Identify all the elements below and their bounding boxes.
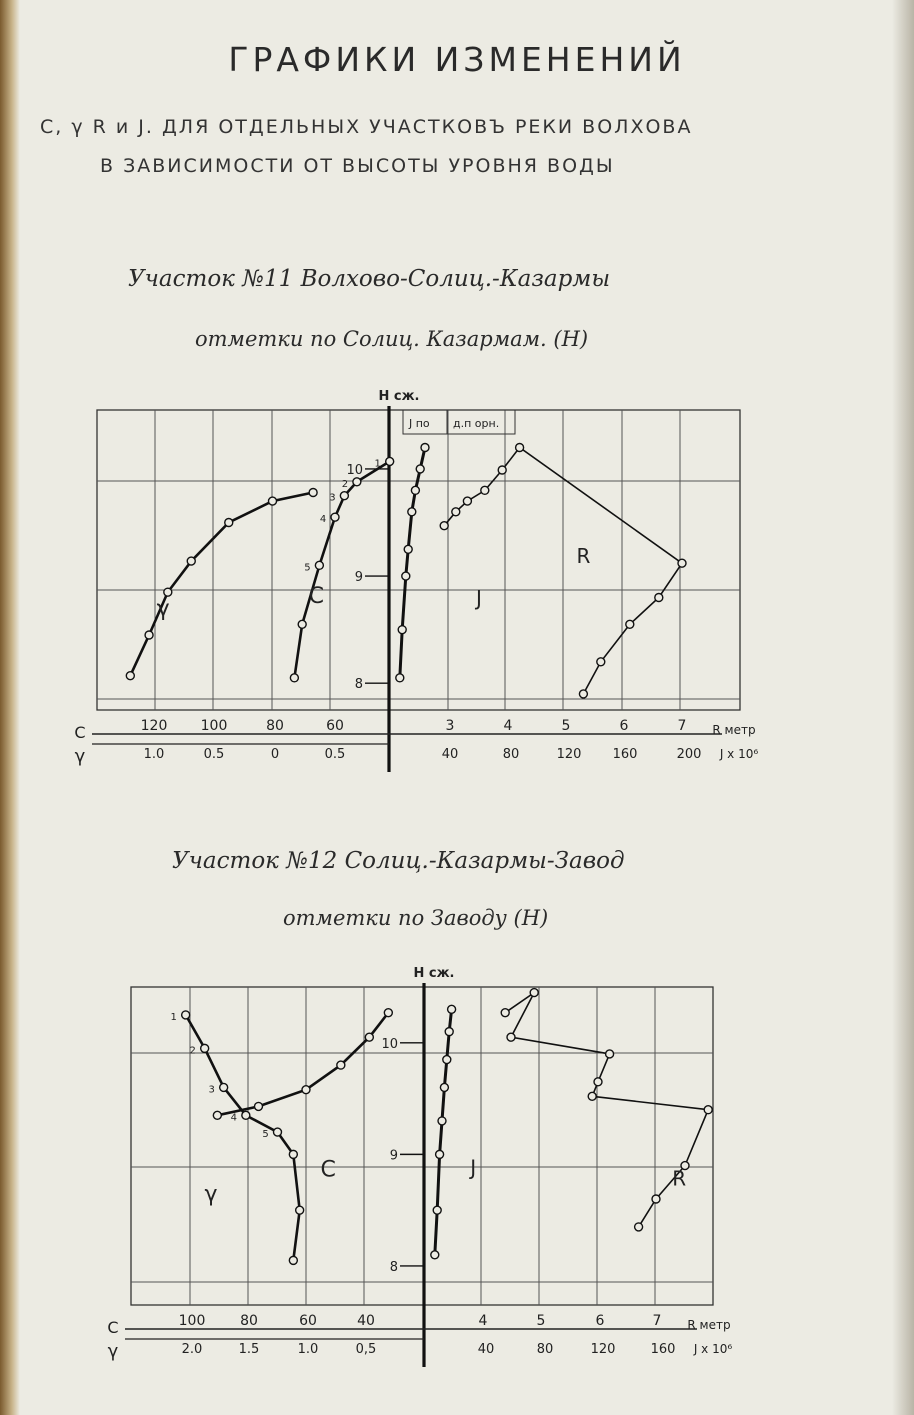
j-point-J-4 [440, 1083, 448, 1091]
left-point-C-3 [331, 513, 339, 521]
page-subtitle-line1: C, γ R и J. ДЛЯ ОТДЕЛЬНЫХ УЧАСТКОВЪ РЕКИ ВОЛХОВА [40, 116, 693, 138]
section2-heading: Участок №12 Солиц.-Казармы-Завод [172, 848, 625, 874]
r-series-label: R [672, 1166, 687, 1191]
left-point-γ-2 [164, 588, 172, 596]
j-point-J-5 [411, 486, 419, 494]
scale-c-tick: 120 [140, 718, 168, 734]
scale-j-tick: 80 [536, 1342, 554, 1357]
right-point-R-0 [440, 522, 448, 530]
point-number-label: 4 [230, 1112, 238, 1124]
j-point-J-0 [396, 674, 404, 682]
right-point-R-10 [579, 690, 587, 698]
scale-r-tick: 3 [445, 718, 455, 734]
right-point-R-8 [652, 1195, 660, 1203]
scale-j-tick: 40 [477, 1342, 495, 1357]
right-series-R-line [505, 993, 708, 1227]
left-point-C-1 [353, 478, 361, 486]
j-header-label: J по [409, 417, 430, 430]
h-tick-label: 9 [389, 1148, 398, 1164]
left-point-C-4 [315, 561, 323, 569]
left-series-γ-line [217, 1013, 388, 1116]
left-series-label: C [320, 1157, 336, 1183]
j-series-label: J [470, 1155, 477, 1180]
section1-heading: Участок №11 Волхово-Солиц.-Казармы [128, 266, 611, 292]
right-point-R-1 [452, 508, 460, 516]
scale-c-tick: 80 [240, 1313, 258, 1329]
left-point-C-5 [298, 620, 306, 628]
scale-gamma-tick: 2.0 [181, 1342, 203, 1357]
j-point-J-3 [438, 1117, 446, 1125]
j-point-J-7 [448, 1005, 456, 1013]
j-series-J-line [435, 1009, 452, 1255]
scale-r-label: R метр [687, 1318, 731, 1332]
section2-subheading: отметки по Заводу (Н) [283, 906, 549, 930]
right-point-R-3 [606, 1050, 614, 1058]
right-point-R-2 [463, 497, 471, 505]
h-tick-label: 10 [346, 462, 363, 478]
scale-c-tick: 100 [200, 718, 228, 734]
scale-j-label: J x 10⁶ [693, 1342, 733, 1356]
left-point-C-6 [290, 674, 298, 682]
j-series-J-line [400, 448, 425, 678]
left-series-label: γ [156, 596, 170, 622]
left-point-γ-4 [365, 1033, 373, 1041]
scale-j-tick: 40 [441, 747, 459, 762]
right-point-R-4 [498, 466, 506, 474]
left-point-γ-3 [187, 557, 195, 565]
left-point-C-3 [242, 1111, 250, 1119]
right-point-R-4 [594, 1078, 602, 1086]
left-point-γ-3 [337, 1061, 345, 1069]
right-point-R-0 [501, 1009, 509, 1017]
scale-r-tick: 7 [677, 718, 687, 734]
left-point-C-2 [220, 1083, 228, 1091]
point-number-label: 5 [304, 562, 311, 574]
j-point-J-4 [408, 508, 416, 516]
j-point-J-6 [416, 465, 424, 473]
right-point-R-6 [678, 559, 686, 567]
right-point-R-5 [516, 444, 524, 452]
left-point-γ-0 [213, 1111, 221, 1119]
left-series-label: γ [204, 1182, 218, 1208]
scale-gamma-tick: 1.0 [297, 1342, 319, 1357]
scale-c-label: C [107, 1318, 119, 1337]
scale-gamma-tick: 0.5 [203, 747, 225, 762]
right-point-R-6 [704, 1106, 712, 1114]
point-number-label: 1 [374, 458, 381, 470]
scale-gamma-tick: 1.0 [143, 747, 165, 762]
left-point-γ-1 [255, 1102, 263, 1110]
j-series-label: J [476, 586, 482, 610]
right-point-R-3 [481, 486, 489, 494]
scale-gamma-label: γ [107, 1341, 119, 1362]
j-point-J-1 [433, 1206, 441, 1214]
point-number-label: 2 [341, 478, 349, 490]
h-axis-label: Н сж. [378, 389, 420, 404]
left-point-C-0 [386, 457, 394, 465]
scale-r-tick: 5 [536, 1313, 546, 1329]
right-point-R-7 [655, 594, 663, 602]
scale-r-tick: 6 [595, 1313, 605, 1329]
scale-r-tick: 6 [619, 718, 629, 734]
j-point-J-6 [445, 1028, 453, 1036]
j-point-J-3 [404, 545, 412, 553]
left-point-C-2 [340, 492, 348, 500]
scale-r-label: R метр [712, 723, 756, 737]
right-point-R-5 [588, 1092, 596, 1100]
scale-j-tick: 160 [650, 1342, 676, 1357]
j-point-J-2 [402, 572, 410, 580]
j-point-J-0 [431, 1251, 439, 1259]
point-number-label: 3 [208, 1084, 215, 1096]
h-tick-label: 8 [389, 1259, 398, 1275]
page-subtitle-line2: В ЗАВИСИМОСТИ ОТ ВЫСОТЫ УРОВНЯ ВОДЫ [100, 155, 615, 177]
scale-r-tick: 5 [561, 718, 571, 734]
left-point-γ-2 [302, 1086, 310, 1094]
scale-r-tick: 4 [478, 1313, 488, 1329]
scale-j-label: J x 10⁶ [719, 747, 759, 761]
scale-r-tick: 7 [652, 1313, 662, 1329]
right-point-R-9 [597, 658, 605, 666]
scale-c-label: C [74, 723, 86, 742]
scale-j-tick: 160 [612, 747, 638, 762]
scale-c-tick: 100 [178, 1313, 206, 1329]
scale-gamma-tick: 0 [270, 747, 280, 762]
left-point-C-1 [201, 1044, 209, 1052]
chart-section-11 [0, 380, 914, 800]
left-point-γ-5 [384, 1009, 392, 1017]
point-number-label: 5 [262, 1129, 269, 1141]
scale-c-tick: 60 [326, 718, 344, 734]
j-point-J-2 [436, 1150, 444, 1158]
chart-section-12 [0, 965, 914, 1385]
scale-j-tick: 80 [502, 747, 520, 762]
left-point-γ-5 [269, 497, 277, 505]
left-point-C-4 [274, 1128, 282, 1136]
j-point-J-7 [421, 444, 429, 452]
scale-gamma-label: γ [74, 746, 86, 767]
scale-gamma-tick: 0,5 [355, 1342, 377, 1357]
left-point-γ-4 [225, 519, 233, 527]
left-point-γ-0 [126, 672, 134, 680]
h-tick-label: 10 [381, 1036, 398, 1052]
scale-j-tick: 200 [676, 747, 702, 762]
left-series-γ-line [130, 493, 313, 676]
section1-subheading: отметки по Солиц. Казармам. (Н) [195, 327, 589, 351]
left-series-label: C [308, 583, 324, 609]
j-point-J-5 [443, 1056, 451, 1064]
scale-c-tick: 80 [266, 718, 284, 734]
scale-gamma-tick: 0.5 [324, 747, 346, 762]
left-point-C-5 [289, 1150, 297, 1158]
r-series-label: R [576, 544, 591, 569]
point-number-label: 4 [319, 514, 327, 526]
right-point-R-1 [530, 989, 538, 997]
scale-j-tick: 120 [590, 1342, 616, 1357]
left-point-γ-6 [309, 489, 317, 497]
j-header-label: д.п орн. [453, 417, 500, 430]
point-number-label: 2 [189, 1045, 196, 1057]
right-point-R-9 [635, 1223, 643, 1231]
left-point-γ-1 [145, 631, 153, 639]
right-point-R-2 [507, 1033, 515, 1041]
point-number-label: 1 [170, 1011, 177, 1023]
left-point-C-7 [289, 1256, 297, 1264]
page-title: ГРАФИКИ ИЗМЕНЕНИЙ [228, 40, 686, 79]
h-tick-label: 8 [354, 677, 363, 693]
scale-c-tick: 60 [299, 1313, 317, 1329]
scale-r-tick: 4 [503, 718, 513, 734]
grid-frame [131, 987, 713, 1305]
point-number-label: 3 [329, 492, 336, 504]
h-axis-label: Н сж. [413, 966, 455, 981]
j-point-J-1 [398, 626, 406, 634]
scale-gamma-tick: 1.5 [238, 1342, 260, 1357]
scale-j-tick: 120 [556, 747, 582, 762]
left-point-C-0 [182, 1011, 190, 1019]
left-point-C-6 [296, 1206, 304, 1214]
right-point-R-8 [626, 620, 634, 628]
scale-c-tick: 40 [357, 1313, 375, 1329]
h-tick-label: 9 [354, 570, 363, 586]
